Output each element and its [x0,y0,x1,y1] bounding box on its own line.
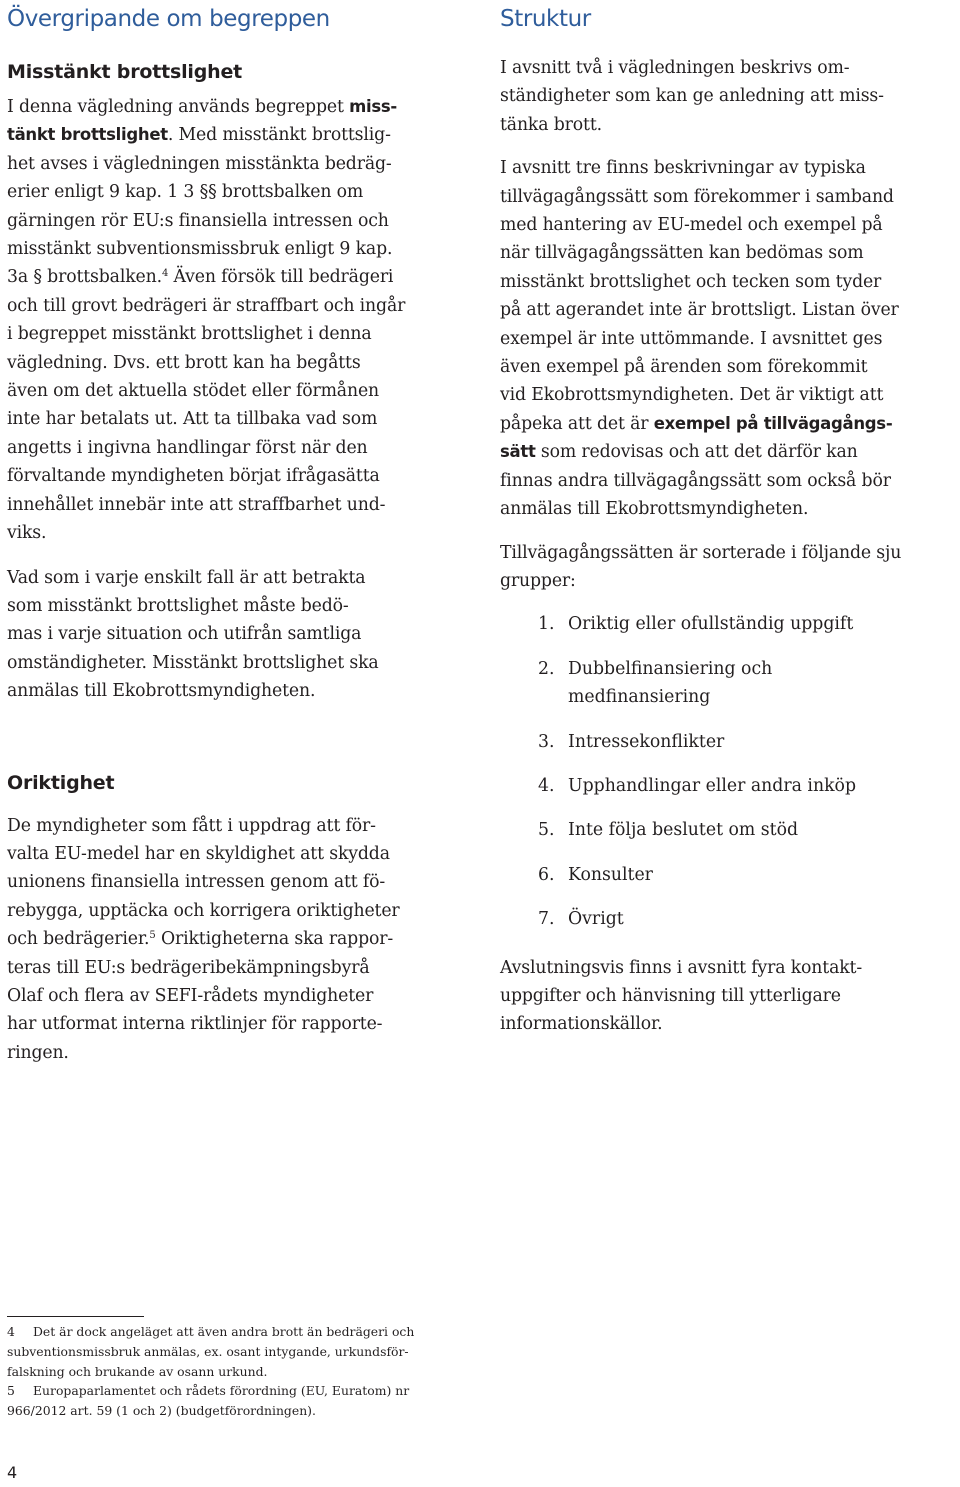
section-title-structure: Struktur [500,6,591,32]
footnote-4: 4 Det är dock angeläget att även andra brott än bedrägeri och subventionsmissbruk anmälas, ex. osant intygande, urkundsför- falskning och brukande av osann urkund. [7,1324,415,1379]
left-column [7,0,462,1067]
paragraph-irregularity: De myndigheter som fått i uppdrag att för- valta EU-medel har en skyldighet att skydda unionens finansiella intressen genom att fö- rebygga, upptäcka och korrigera oriktigheter och bedrägerier.$^5$ Oriktigheterna ska rappor- teras till EU:s bedrägeribekämpningsbyrå Olaf och flera av SEFI-rådets myndigheter har utformat interna riktlinjer för rapporte- ringen. [7,815,400,1063]
paragraph-section-four: Avslutningsvis finns i avsnitt fyra kontakt- uppgifter och hänvisning till ytterligare informationskällor. [500,957,863,1035]
paragraph-assessment: Vad som i varje enskilt fall är att betrakta som misstänkt brottslighet måste bedö- mas i varje situation och utifrån samtliga omständigheter. Misstänkt brottslighet ska anmälas till Ekobrottsmyndigheten. [7,567,379,702]
footnote-ref-5: 5 [149,930,156,942]
heading-suspected-crime: Misstänkt brottslighet [7,61,243,83]
section-title-overview: Övergripande om begreppen [7,6,330,32]
list-item: 6. Konsulter [538,864,653,885]
footnote-divider [7,1316,144,1317]
footnote-ref-4: 4 [161,268,169,280]
heading-irregularity: Oriktighet [7,771,115,794]
list-item: 7. Övrigt [538,909,624,930]
paragraph-section-three: I avsnitt tre finns beskrivningar av typiska tillvägagångssätt som förekommer i samband med hantering av EU-medel och exempel på när tillvägagångssätten kan bedömas som misstänkt brottslighet och tecken som tyder på att agerandet inte är brottsligt. Listan över exempel är inte uttömmande. I avsnittet ges även exempel på ärenden som förekommit vid Ekobrottsmyndigheten. Det är viktigt att påpeka att det är exempel på tillvägagångs- sätt som redovisas och att det därför kan finnas andra tillvägagångssätt som också bör anmälas till Ekobrottsmyndigheten. [500,158,899,520]
list-item: 5. Inte följa beslutet om stöd [538,820,799,841]
list-item: 4. Upphandlingar eller andra inköp [538,775,857,796]
list-item: 2. Dubbelfinansiering och medfinansiering [538,658,773,708]
paragraph-suspected-crime-definition: I denna vägledning används begreppet miss- tänkt brottslighet. Med misstänkt brottslig- het avses i vägledningen misstänkta bedräg- erier enligt 9 kap. 1 3 §§ brottsbalken om gärningen rör EU:s finansiella intressen och misstänkt subventionsmissbruk enligt 9 kap. 3a § brottsbalken.$^4$ Även försök till bedrägeri och till grovt bedrägeri är straffbart och ingår i begreppet misstänkt brottslighet i denna vägledning. Dvs. ett brott kan ha begåtts även om det aktuella stödet eller förmånen inte har betalats ut. Att ta tillbaka vad som angetts i ingivna handlingar först när den förvaltande myndigheten börjat ifrågasätta innehållet innebär inte att straffbarhet und- viks. [7,97,406,544]
right-column [500,0,950,1039]
footnote-5: 5 Europaparlamentet och rådets förordning (EU, Euratom) nr 966/2012 art. 59 (1 och 2) (budgetförordningen). [7,1383,410,1419]
paragraph-section-two: I avsnitt två i vägledningen beskrivs om- ständigheter som kan ge anledning att miss- tänka brott. [500,58,884,135]
list-item: 1. Oriktig eller ofullständig uppgift [538,614,854,635]
keyword-examples: exempel på tillvägagångs- [653,413,893,433]
list-item: 3. Intressekonflikter [538,731,725,752]
groups-list [500,610,950,933]
keyword-suspected-crime: miss- [349,97,397,116]
paragraph-groups-intro: Tillvägagångssätten är sorterade i följande sju grupper: [500,542,902,591]
footnotes [7,1322,457,1421]
page-number: 4 [7,1463,18,1482]
